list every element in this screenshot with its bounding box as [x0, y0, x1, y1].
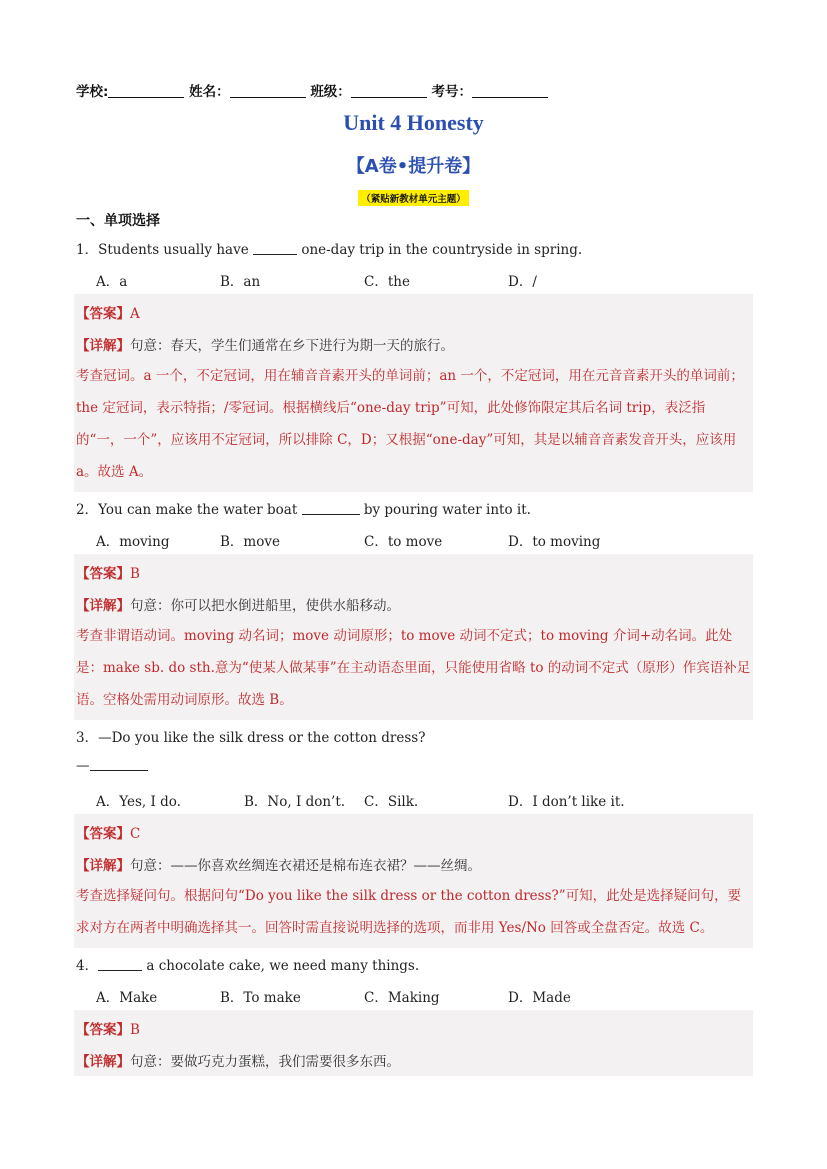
exam-no-label: 考号：: [431, 84, 473, 100]
sentence-meaning: 句意：你可以把水倒进船里，使供水船移动。: [130, 598, 400, 614]
name-label: 姓名：: [189, 84, 230, 100]
option-b[interactable]: B．move: [220, 534, 280, 550]
theme-badge: （紧贴新教材单元主题）: [358, 190, 469, 206]
explanation-text: 考查选择疑问句。根据问句“Do you like the silk dress or the cotton dress?”可知，此处是选择疑问句，要求对方在两者中明确选择其一。回答时需直接说明选择的选项，而非用 Yes/No 回答或全盘否定。故选 C。: [76, 888, 742, 936]
detail-line: 【详解】句意：要做巧克力蛋糕，我们需要很多东西。: [76, 1054, 400, 1070]
option-c[interactable]: C．Silk.: [364, 794, 419, 810]
question-4-blank[interactable]: [98, 958, 142, 971]
option-a[interactable]: A．a: [96, 274, 128, 290]
option-c[interactable]: C．Making: [364, 990, 440, 1006]
option-d[interactable]: D．Made: [508, 990, 571, 1006]
option-c[interactable]: C．the: [364, 274, 410, 290]
answer-value: C: [130, 826, 141, 842]
question-3-blank[interactable]: [90, 758, 148, 771]
question-3-answer-box: [74, 814, 753, 948]
option-d[interactable]: D．I don’t like it.: [508, 794, 625, 810]
option-c[interactable]: C．to move: [364, 534, 443, 550]
school-blank[interactable]: [108, 83, 184, 98]
answer-value: B: [130, 1022, 140, 1038]
option-b[interactable]: B．No, I don’t.: [244, 794, 346, 810]
option-d[interactable]: D．to moving: [508, 534, 601, 550]
question-1-answer-box: [74, 294, 753, 492]
option-a[interactable]: A．Make: [96, 990, 158, 1006]
question-2-stem: 2．You can make the water boat by pouring water into it.: [76, 502, 531, 518]
detail-line: 【详解】句意：春天，学生们通常在乡下进行为期一天的旅行。: [76, 338, 454, 354]
explanation-text: 考查冠词。a 一个，不定冠词，用在辅音音素开头的单词前；an 一个，不定冠词，用在元音音素开头的单词前；the 定冠词，表示特指；/零冠词。根据横线后“one-day trip”可知，此处修饰限定其后名词 trip，表泛指的“一，一个”，应该用不定冠词，所以排除 C，D；又根据“one-day”可知，其是以辅音音素发音开头，应该用 a。故选 A。: [76, 368, 744, 480]
option-a[interactable]: A．Yes, I do.: [96, 794, 181, 810]
question-2-answer-box: [74, 554, 753, 720]
sentence-meaning: 句意：——你喜欢丝绸连衣裙还是棉布连衣裙？——丝绸。: [130, 858, 481, 874]
sentence-meaning: 句意：春天，学生们通常在乡下进行为期一天的旅行。: [130, 338, 454, 354]
answer-line: 【答案】C: [76, 826, 141, 842]
question-1-blank[interactable]: [253, 242, 297, 255]
option-b[interactable]: B．an: [220, 274, 261, 290]
question-3-stem: 3．—Do you like the silk dress or the cotton dress?: [76, 730, 426, 746]
exam-no-blank[interactable]: [472, 83, 548, 98]
school-label: 学校:: [76, 84, 109, 100]
question-3-reply: —: [76, 758, 148, 774]
question-1-stem: 1．Students usually have one-day trip in the countryside in spring.: [76, 242, 583, 258]
answer-line: 【答案】B: [76, 1022, 140, 1038]
option-a[interactable]: A．moving: [96, 534, 170, 550]
explanation-text: 考查非谓语动词。moving 动名词；move 动词原形；to move 动词不定式；to moving 介词+动名词。此处是：make sb. do sth.意为“使某人做某事”在主动语态里面，只能使用省略 to 的动词不定式（原形）作宾语补足语。空格处需用动词原形。故选 B。: [76, 628, 751, 708]
sentence-meaning: 句意：要做巧克力蛋糕，我们需要很多东西。: [130, 1054, 400, 1070]
question-4-stem: 4． a chocolate cake, we need many things.: [76, 958, 420, 974]
option-b[interactable]: B．To make: [220, 990, 301, 1006]
answer-line: 【答案】A: [76, 306, 140, 322]
option-d[interactable]: D．/: [508, 274, 537, 290]
detail-line: 【详解】句意：——你喜欢丝绸连衣裙还是棉布连衣裙？——丝绸。: [76, 858, 481, 874]
answer-value: B: [130, 566, 140, 582]
class-blank[interactable]: [351, 83, 427, 98]
answer-value: A: [130, 306, 140, 322]
class-label: 班级：: [310, 84, 351, 100]
detail-line: 【详解】句意：你可以把水倒进船里，使供水船移动。: [76, 598, 400, 614]
student-info-line: [76, 80, 548, 100]
question-2-blank[interactable]: [302, 502, 360, 515]
name-blank[interactable]: [230, 83, 306, 98]
section-title: 一、单项选择: [76, 213, 160, 229]
page-subtitle: 【A卷•提升卷】: [346, 156, 481, 177]
answer-line: 【答案】B: [76, 566, 140, 582]
page-title: Unit 4 Honesty: [343, 110, 484, 135]
question-4-answer-box: [74, 1010, 753, 1076]
